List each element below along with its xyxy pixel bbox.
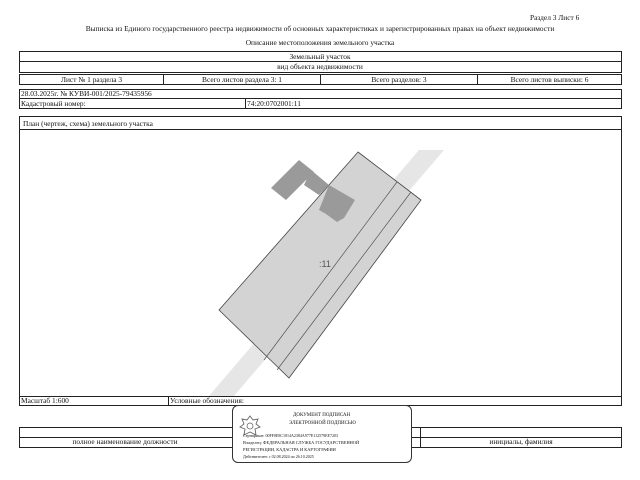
- extract-sheets-total: Всего листов выписки: 6: [510, 75, 589, 84]
- electronic-signature-stamp: [232, 405, 412, 463]
- object-type-caption: вид объекта недвижимости: [277, 62, 363, 71]
- name-caption: инициалы, фамилия: [489, 437, 553, 446]
- section-page-label: Раздел 3 Лист 6: [530, 13, 580, 22]
- stamp-validity: Действителен: с 02.08.2024 по 26.10.2025: [243, 454, 314, 459]
- stamp-certificate: Сертификат: 00FF0E8C1814A2384A977E112579EE7203: [243, 433, 338, 438]
- stamp-line-2: ЭЛЕКТРОННОЙ ПОДПИСЬЮ: [289, 421, 356, 426]
- stamp-line-1: ДОКУМЕНТ ПОДПИСАН: [293, 413, 351, 418]
- scale-label: Масштаб 1:600: [21, 396, 69, 405]
- stamp-owner-1: Владелец: ФЕДЕРАЛЬНАЯ СЛУЖБА ГОСУДАРСТВЕННОЙ: [243, 440, 360, 445]
- section-sheets-total: Всего листов раздела 3: 1: [202, 75, 282, 84]
- sections-total: Всего разделов: 3: [371, 75, 427, 84]
- plan-drawing: [19, 130, 622, 396]
- document-title: Выписка из Единого государственного реестра недвижимости об основных характеристиках и зарегистрированных правах на объект недвижимости: [85, 24, 555, 33]
- parcel-label: :11: [319, 259, 331, 269]
- sheet-number: Лист № 1 раздела 3: [60, 75, 123, 84]
- plan-title: План (чертеж, схема) земельного участка: [23, 119, 153, 128]
- position-caption: полное наименование должности: [72, 437, 178, 446]
- cadastral-number: 74:20:0702001:11: [247, 99, 301, 108]
- object-type: Земельный участок: [289, 52, 351, 61]
- document-subtitle: Описание местоположения земельного участка: [245, 38, 395, 47]
- stamp-owner-2: РЕГИСТРАЦИИ, КАДАСТРА И КАРТОГРАФИИ: [243, 447, 336, 452]
- legend-label: Условные обозначения:: [170, 396, 244, 405]
- record-date-number: 28.03.2025г. № КУВИ-001/2025-79435956: [21, 89, 152, 98]
- cadastral-label: Кадастровый номер:: [21, 99, 86, 108]
